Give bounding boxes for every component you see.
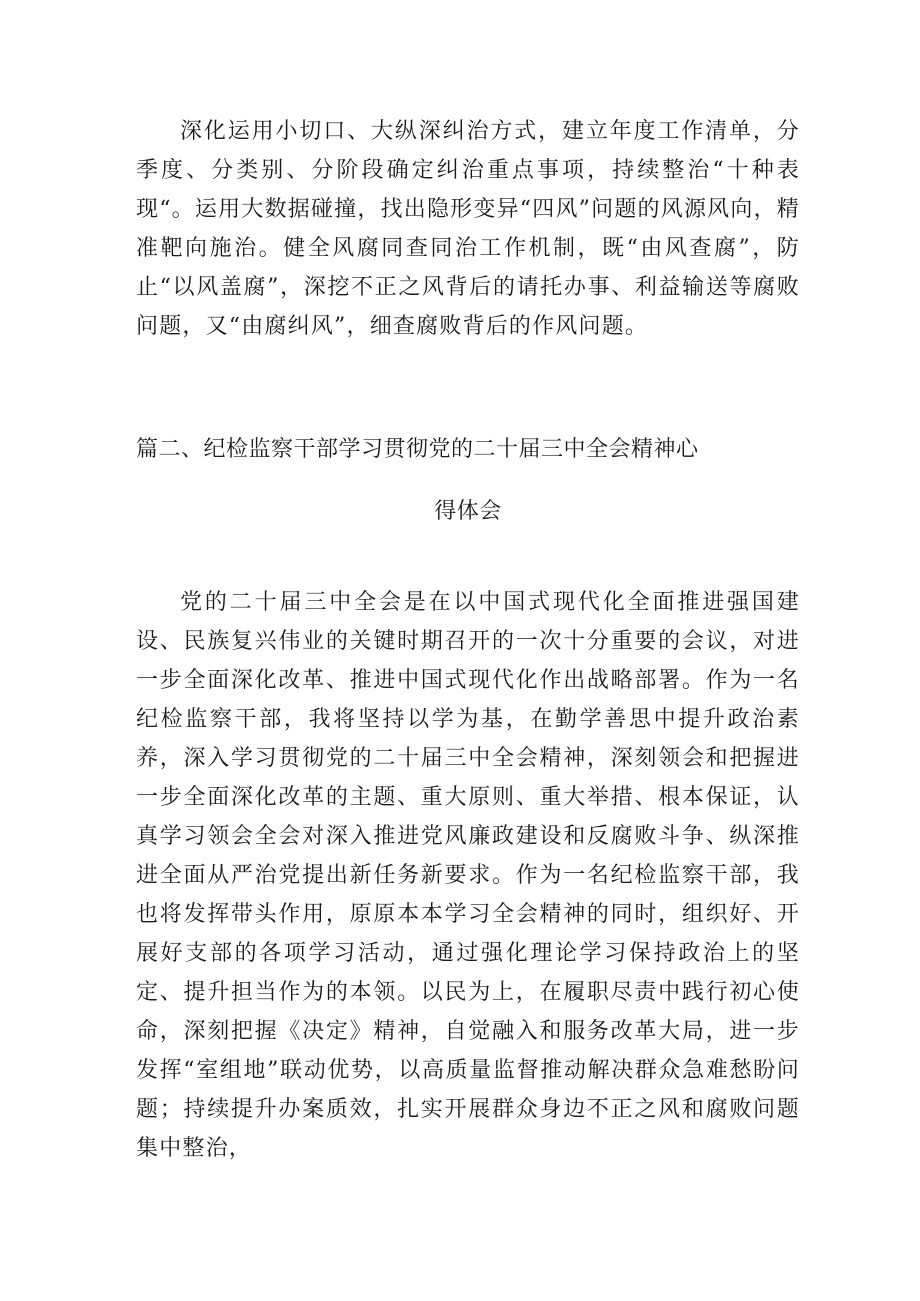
- body-paragraph-2: 党的二十届三中全会是在以中国式现代化全面推进强国建设、民族复兴伟业的关键时期召开的一次十分重要的会议，对进一步全面深化改革、推进中国式现代化作出战略部署。作为一名纪检监察干部，我将坚持以学为基，在勤学善思中提升政治素养，深入学习贯彻党的二十届三中全会精神，深刻领会和把握进一步全面深化改革的主题、重大原则、重大举措、根本保证，认真学习领会全会对深入推进党风廉政建设和反腐败斗争、纵深推进全面从严治党提出新任务新要求。作为一名纪检监察干部，我也将发挥带头作用，原原本本学习全会精神的同时，组织好、开展好支部的各项学习活动，通过强化理论学习保持政治上的坚定、提升担当作为的本领。以民为上，在履职尽责中践行初心使命，深刻把握《决定》精神，自觉融入和服务改革大局，进一步发挥“室组地”联动优势，以高质量监督推动解决群众急难愁盼问题；持续提升办案质效，扎实开展群众身边不正之风和腐败问题集中整治，: [136, 590, 800, 1161]
- section-heading-line-2: 得体会: [434, 499, 502, 524]
- body-paragraph-1: 深化运用小切口、大纵深纠治方式，建立年度工作清单，分季度、分类别、分阶段确定纠治重点事项，持续整治“十种表现“。运用大数据碰撞，找出隐形变异“四风”问题的风源风向，精准靶向施治。健全风腐同查同治工作机制，既“由风查腐”，防止“以风盖腐”，深挖不正之风背后的请托办事、利益输送等腐败问题，又“由腐纠风”，细查腐败背后的作风问题。: [136, 119, 800, 339]
- section-heading: [136, 432, 800, 532]
- section-heading-line-1: 篇二、纪检监察干部学习贯彻党的二十届三中全会精神心: [136, 437, 699, 462]
